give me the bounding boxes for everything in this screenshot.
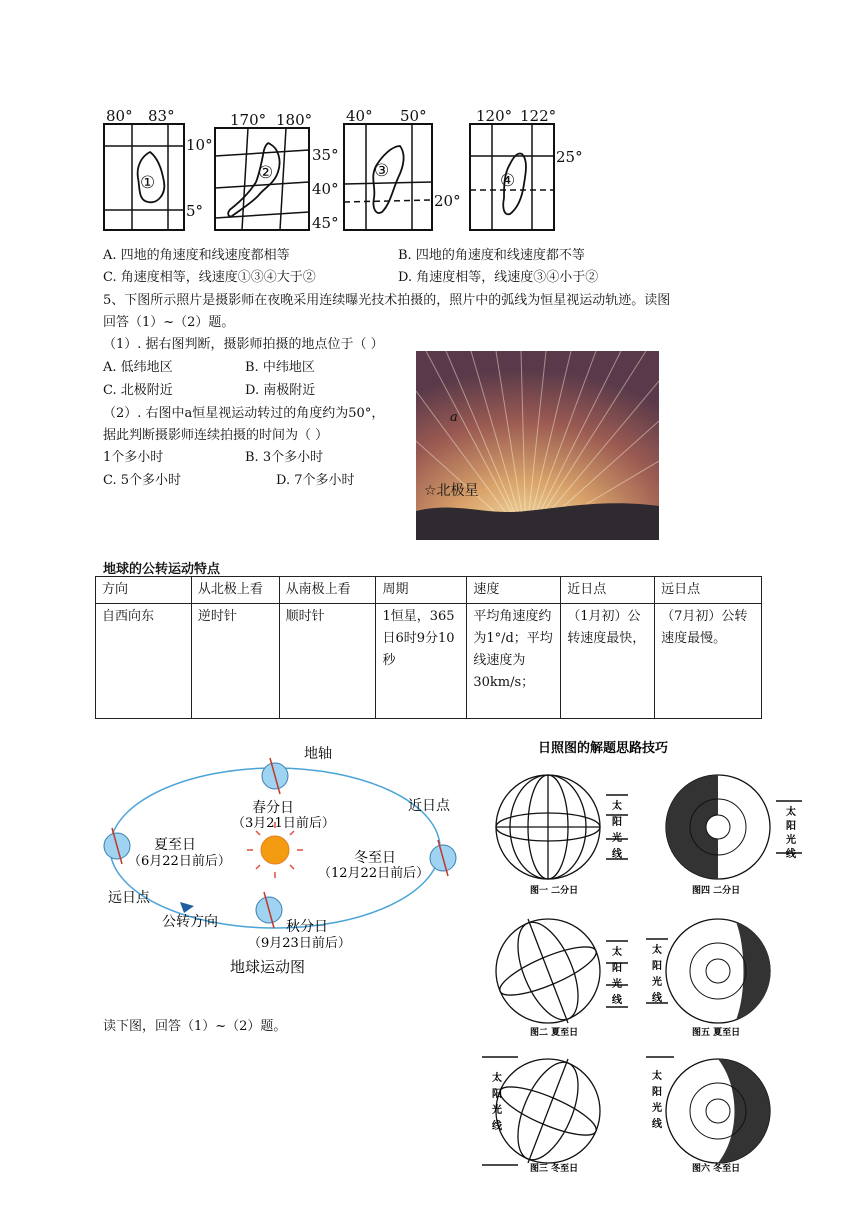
cell-speed: 平均角速度约为1°/d；平均线速度为30km/s； [467,604,561,719]
cell-south-view: 顺时针 [279,604,376,719]
map-1-lon-a: 80° [106,107,133,125]
cell-period: 1恒星，365日6时9分10秒 [376,604,467,719]
q5-sub2-option-d: D. 7个多小时 [276,473,355,488]
map-2 [215,111,339,232]
q5-sub2-line2: 据此判断摄影师连续拍摄的时间为（ ） [103,428,329,443]
polaris-label: ☆北极星 [424,483,479,499]
autumn-label: 秋分日 [286,919,328,935]
map-4-lat-a: 25° [556,148,583,166]
cell-north-view: 逆时针 [191,604,279,719]
map-2-lat-a: 35° [312,146,339,164]
spring-label: 春分日 [252,800,294,816]
sun-label-5a: 太 [652,945,662,956]
aphelion-label: 远日点 [108,890,150,906]
q5-sub1-option-b: B. 中纬地区 [245,360,315,375]
map-2-lat-c: 45° [312,214,339,232]
map-1-lon-b: 83° [148,107,175,125]
summer-label: 夏至日 [154,837,196,853]
cell-aphelion: （7月初）公转速度最慢。 [655,604,762,719]
q5-sub2-option-b: B. 3个多小时 [245,450,324,465]
sun-label-1c: 光 [612,833,622,844]
sun-label-5b: 阳 [652,961,662,972]
panel-3-caption: 图三 冬至日 [530,1164,579,1174]
star-trail-photo [416,351,659,540]
q5-sub1: （1）. 据右图判断，摄影师拍摄的地点位于（ ） [103,337,384,352]
sun-label-6c: 光 [652,1103,662,1114]
header-aphelion: 远日点 [655,577,762,604]
autumn-date: （9月23日前后） [248,936,351,951]
q5-sub1-option-c: C. 北极附近 [103,383,173,398]
sun-label-4c: 光 [786,835,796,846]
map-3-lat-a: 20° [434,192,461,210]
map-1 [104,107,213,230]
sun-label-2a: 太 [612,947,622,958]
q5-stem-line1: 5、下图所示照片是摄影师在夜晚采用连续曝光技术拍摄的，照片中的弧线为恒星视运动轨迹。读图 [103,293,671,308]
map-4-marker: ④ [500,171,516,191]
cell-direction: 自西向东 [96,604,192,719]
header-perihelion: 近日点 [561,577,655,604]
revolution-table [95,576,762,719]
cell-perihelion: （1月初）公转速度最快， [561,604,655,719]
perihelion-label: 近日点 [408,798,450,814]
map-3-lon-b: 50° [400,107,427,125]
map-3 [344,107,461,230]
sun-label-1d: 线 [612,849,622,860]
map-1-marker: ① [140,173,156,193]
sun-label-2d: 线 [612,995,622,1006]
map-4-lon-a: 120° [476,107,513,125]
sun-label-4a: 太 [786,807,796,818]
direction-label: 公转方向 [162,914,218,930]
map-4-lon-b: 122° [520,107,557,125]
map-2-lat-b: 40° [312,180,339,198]
summer-date: （6月22日前后） [128,854,231,869]
sun-label-6b: 阳 [652,1087,662,1098]
sun-label-5c: 光 [652,977,662,988]
map-4 [470,107,583,230]
panel-1-caption: 图一 二分日 [530,886,579,896]
sun-label-1a: 太 [612,801,622,812]
sun-label-6d: 线 [652,1119,662,1130]
latitude-maps [100,104,600,236]
axis-label: 地轴 [304,746,332,762]
winter-label: 冬至日 [354,850,396,866]
q4-option-b: B. 四地的角速度和线速度都不等 [398,248,585,263]
header-speed: 速度 [467,577,561,604]
spring-date: （3月21日前后） [232,816,335,831]
sun-label-2b: 阳 [612,963,622,974]
sunlight-diagrams [478,735,808,1175]
q4-option-c: C. 角速度相等，线速度①③④大于② [103,270,316,285]
q5-sub2-option-c: C. 5个多小时 [103,473,182,488]
read-prompt: 读下图，回答（1）~（2）题。 [103,1019,287,1034]
q4-option-d: D. 角速度相等，线速度③④小于② [398,270,599,285]
q4-option-a: A. 四地的角速度和线速度都相等 [103,248,290,263]
sun-label-2c: 光 [612,979,622,990]
map-3-lon-a: 40° [346,107,373,125]
sun-label-3b: 阳 [492,1089,502,1100]
sun-label-6a: 太 [652,1071,662,1082]
revolution-title: 地球的公转运动特点 [103,562,221,577]
header-south-view: 从南极上看 [279,577,376,604]
panel-2-caption: 图二 夏至日 [530,1028,579,1038]
sunlight-title: 日照图的解题思路技巧 [538,741,669,756]
sun-label-5d: 线 [652,993,662,1004]
map-2-marker: ② [258,163,274,183]
panel-4-caption: 图四 二分日 [692,886,741,896]
map-1-lat-b: 5° [186,202,204,220]
header-north-view: 从北极上看 [191,577,279,604]
map-2-lon-a: 170° [230,111,267,129]
map-3-marker: ③ [374,161,390,181]
sun-label-4b: 阳 [786,821,796,832]
sun-label-3c: 光 [492,1105,502,1116]
header-direction: 方向 [96,577,192,604]
orbit-caption: 地球运动图 [230,958,306,976]
panel-5-caption: 图五 夏至日 [692,1028,741,1038]
orbit-diagram [98,738,468,983]
map-1-lat-a: 10° [186,136,213,154]
map-2-lon-b: 180° [276,111,313,129]
q5-sub2-line1: （2）. 右图中a恒星视运动转过的角度约为50°， [103,406,385,421]
q5-sub1-option-d: D. 南极附近 [245,383,316,398]
sun-label-3d: 线 [492,1121,502,1132]
star-a-label: a [450,410,458,425]
panel-6-caption: 图六 冬至日 [692,1164,741,1174]
sun-label-4d: 线 [786,849,796,860]
sun-label-1b: 阳 [612,817,622,828]
q5-sub2-option-a: 1个多小时 [103,450,164,465]
header-period: 周期 [376,577,467,604]
q5-stem-line2: 回答（1）~（2）题。 [103,315,235,330]
q5-sub1-option-a: A. 低纬地区 [103,360,173,375]
sun-label-3a: 太 [492,1073,502,1084]
direction-arrow-icon [180,902,194,913]
winter-date: （12月22日前后） [318,866,430,881]
